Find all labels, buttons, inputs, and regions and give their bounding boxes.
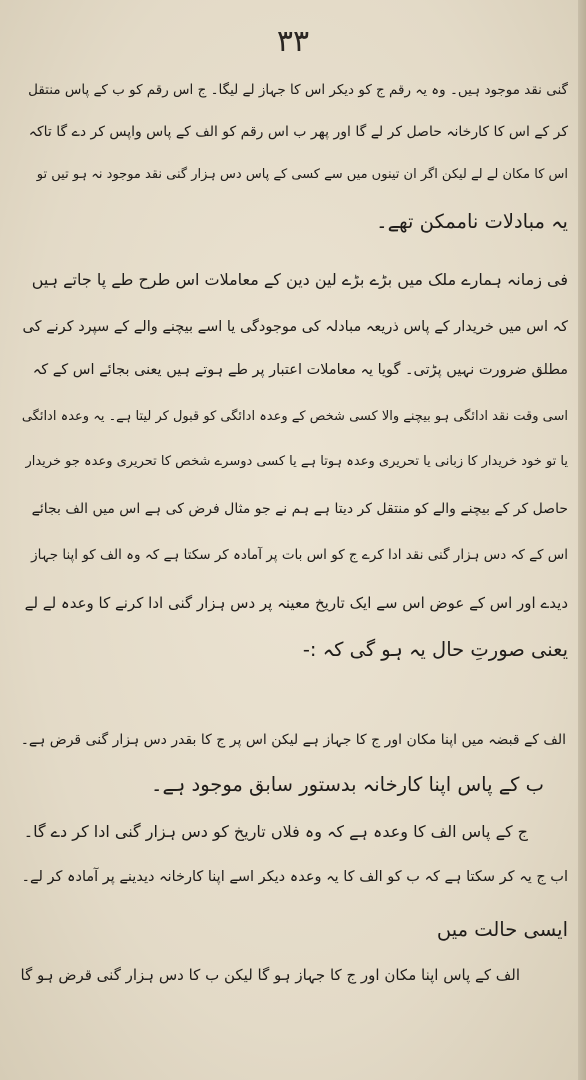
text-line: مطلق ضرورت نہیں پڑتی۔ گویا یہ معاملات اعتبار پر طے ہوتے ہیں یعنی بجائے اس کے کہ <box>32 362 568 378</box>
text-line: کر کے اس کا کارخانہ حاصل کر لے گا اور پھر ب اس رقم کو الف کے پاس واپس کر دے گا تاکہ <box>28 124 568 140</box>
text-line: اس کے کہ دس ہزار گنی نقد ادا کرے ج کو اس بات پر آمادہ کر سکتا ہے کہ وہ الف کو اپنا جہاز <box>31 547 568 563</box>
text-line: یعنی صورتِ حال یہ ہو گی کہ :- <box>302 638 568 661</box>
text-line: حاصل کر کے بیچنے والے کو منتقل کر دیتا ہے ہم نے جو مثال فرض کی ہے اس میں الف بجائے <box>31 501 568 517</box>
text-line: ایسی حالت میں <box>436 918 568 941</box>
text-line: یہ مبادلات ناممکن تھے۔ <box>376 210 568 233</box>
list-item: ج کے پاس الف کا وعدہ ہے کہ وہ فلاں تاریخ کو دس ہزار گنی ادا کر دے گا۔ <box>23 822 528 841</box>
text-line: کہ اس میں خریدار کے پاس ذریعہ مبادلہ کی موجودگی یا اسے بیچنے والے کے سپرد کرنے کی <box>22 319 568 335</box>
paragraph-start-line: فی زمانہ ہمارے ملک میں بڑے بڑے لین دین کے معاملات اس طرح طے پا جاتے ہیں <box>31 270 568 289</box>
page-number: ۳۳ <box>276 24 310 59</box>
text-line: اسی وقت نقد ادائگی ہو بیچنے والا کسی شخص کے وعدہ ادائگی کو قبول کر لیتا ہے۔ یہ وعدہ ادائگی <box>21 409 568 424</box>
text-line: الف کے پاس اپنا مکان اور ج کا جہاز ہو گا لیکن ب کا دس ہزار گنی قرض ہو گا <box>20 966 520 984</box>
page-edge <box>578 0 586 1080</box>
list-item: الف کے قبضہ میں اپنا مکان اور ج کا جہاز ہے لیکن اس پر ج کا بقدر دس ہزار گنی قرض ہے۔ <box>20 732 566 748</box>
text-line: اس کا مکان لے لے لیکن اگر ان تینوں میں سے کسی کے پاس دس ہزار گنی نقد موجود نہ ہو تیں تو <box>36 167 568 182</box>
list-item: ب کے پاس اپنا کارخانہ بدستور سابق موجود ہے۔ <box>151 773 544 796</box>
text-line: دیدے اور اس کے عوض اس سے ایک تاریخ معینہ پر دس ہزار گنی ادا کرنے کا وعدہ لے لے <box>24 594 568 612</box>
text-line: گنی نقد موجود ہیں۔ وہ یہ رقم ج کو دیکر اس کا جہاز لے لیگا۔ ج اس رقم کو ب کے پاس منتقل <box>28 82 568 98</box>
text-line: یا تو خود خریدار کا زبانی یا تحریری وعدہ ہوتا ہے یا کسی دوسرے شخص کا تحریری وعدہ جو خریدار <box>25 454 568 469</box>
list-item: اب ج یہ کر سکتا ہے کہ ب کو الف کا یہ وعدہ دیکر اسے اپنا کارخانہ دیدینے پر آمادہ کر لے۔ <box>21 869 568 885</box>
